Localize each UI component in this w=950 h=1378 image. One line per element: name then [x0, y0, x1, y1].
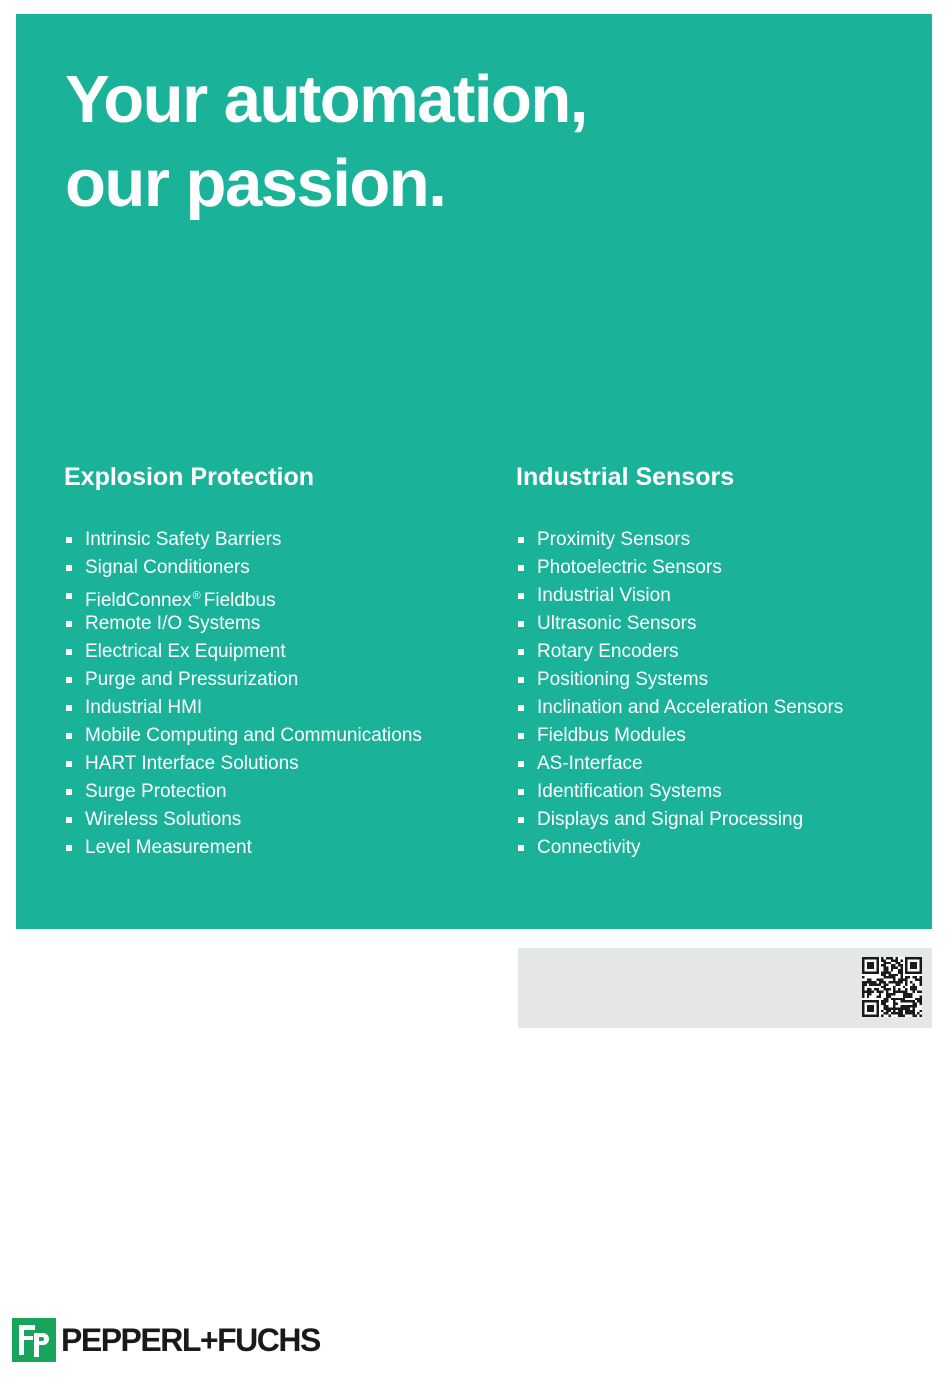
list-item [516, 750, 926, 778]
list-item-label: Industrial Vision [537, 585, 671, 606]
list-item-label: Mobile Computing and Communications [85, 725, 422, 746]
list-item [516, 610, 926, 638]
list-item [64, 834, 504, 862]
bullet-icon [66, 537, 72, 543]
headline-line-1: Your automation, [65, 62, 587, 137]
list-item [64, 806, 504, 834]
bullet-icon [66, 789, 72, 795]
list-item-label: Intrinsic Safety Barriers [85, 529, 282, 550]
list-item-label: Wireless Solutions [85, 809, 242, 830]
brand-name: PEPPERL+FUCHS [61, 1322, 320, 1358]
headline-line-2: our passion. [65, 146, 446, 221]
list-item-label-suffix: Fieldbus [203, 590, 276, 611]
bullet-icon [518, 817, 524, 823]
explosion-protection-column [64, 462, 504, 858]
list-item-label: HART Interface Solutions [85, 753, 299, 774]
list-item-label: Rotary Encoders [537, 641, 679, 662]
list-item-label: Surge Protection [85, 781, 227, 802]
bullet-icon [518, 705, 524, 711]
list-item-label: Inclination and Acceleration Sensors [537, 697, 844, 718]
list-item-label: Identification Systems [537, 781, 722, 802]
list-item [516, 722, 926, 750]
list-item-label: Ultrasonic Sensors [537, 613, 697, 634]
bullet-icon [518, 789, 524, 795]
list-item [64, 582, 504, 610]
bullet-icon [66, 817, 72, 823]
brand-logo [12, 1316, 320, 1364]
bullet-icon [518, 621, 524, 627]
bullet-icon [66, 845, 72, 851]
bullet-icon [66, 593, 72, 599]
list-item [516, 666, 926, 694]
list-item-label: FieldConnex [85, 590, 192, 611]
industrial-sensors-heading: Industrial Sensors [516, 463, 735, 491]
list-item [516, 778, 926, 806]
bullet-icon [518, 537, 524, 543]
bullet-icon [66, 733, 72, 739]
list-item [64, 666, 504, 694]
bullet-icon [66, 565, 72, 571]
headline [65, 58, 587, 226]
bullet-icon [518, 761, 524, 767]
list-item [64, 750, 504, 778]
list-item [64, 526, 504, 554]
bullet-icon [66, 761, 72, 767]
list-item-label: Purge and Pressurization [85, 669, 299, 690]
list-item-label: Level Measurement [85, 837, 252, 858]
list-item [516, 582, 926, 610]
list-item [516, 554, 926, 582]
list-item [516, 638, 926, 666]
qr-code-icon[interactable] [862, 957, 922, 1017]
list-item-label: Electrical Ex Equipment [85, 641, 286, 662]
pepperl-fuchs-logo-icon [12, 1318, 56, 1362]
hero-panel [16, 14, 932, 929]
list-item-label: Industrial HMI [85, 697, 203, 718]
industrial-sensors-list [516, 526, 926, 862]
bullet-icon [518, 565, 524, 571]
bullet-icon [518, 649, 524, 655]
list-item [516, 694, 926, 722]
registered-mark: ® [192, 590, 201, 602]
list-item-label: AS-Interface [537, 753, 643, 774]
list-item-label: Photoelectric Sensors [537, 557, 722, 578]
industrial-sensors-column [516, 462, 926, 858]
list-item-label: Remote I/O Systems [85, 613, 261, 634]
list-item-label: Signal Conditioners [85, 557, 250, 578]
list-item-label: Positioning Systems [537, 669, 709, 690]
list-item [64, 554, 504, 582]
bullet-icon [66, 649, 72, 655]
list-item [64, 694, 504, 722]
list-item [64, 722, 504, 750]
list-item-label: Displays and Signal Processing [537, 809, 804, 830]
bullet-icon [518, 593, 524, 599]
explosion-protection-list [64, 526, 504, 862]
bullet-icon [518, 677, 524, 683]
bullet-icon [66, 621, 72, 627]
list-item [516, 806, 926, 834]
list-item [64, 778, 504, 806]
list-item-label: Proximity Sensors [537, 529, 691, 550]
list-item [64, 610, 504, 638]
list-item [516, 834, 926, 862]
explosion-protection-heading: Explosion Protection [64, 463, 315, 491]
bullet-icon [66, 705, 72, 711]
qr-panel [518, 948, 932, 1028]
bullet-icon [66, 677, 72, 683]
bullet-icon [518, 733, 524, 739]
list-item-label: Fieldbus Modules [537, 725, 686, 746]
list-item-label: Connectivity [537, 837, 641, 858]
list-item [64, 638, 504, 666]
list-item [516, 526, 926, 554]
bullet-icon [518, 845, 524, 851]
